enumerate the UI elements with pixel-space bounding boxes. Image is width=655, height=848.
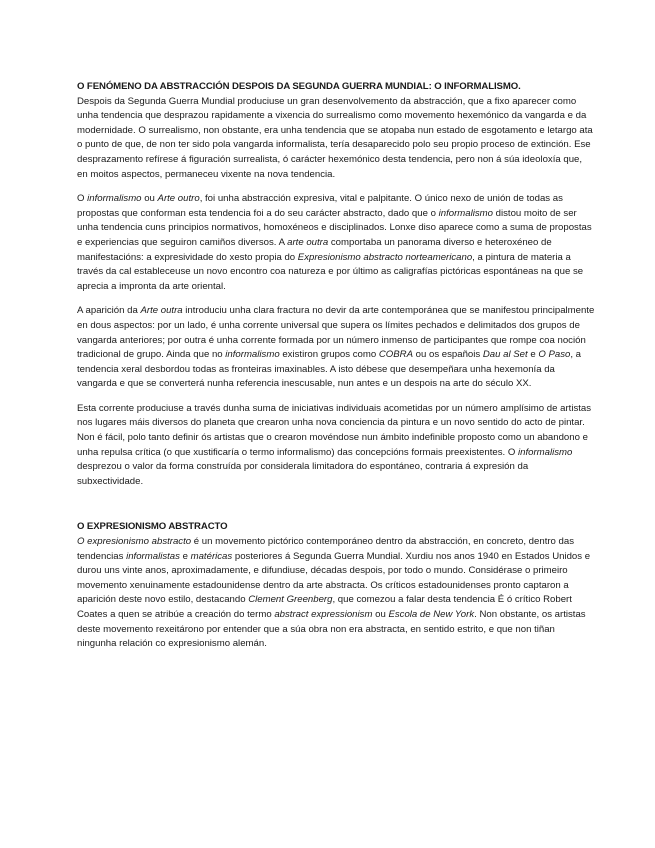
paragraph-text: , que comezou a falar desta tendencia É ó crítico Robert Coates a quen se atribúe a creación do termo: [77, 594, 572, 620]
paragraph-text: O: [77, 193, 88, 205]
paragraph-1: [77, 95, 595, 183]
italic-term: O Paso: [538, 349, 571, 361]
italic-term: Arte outra: [140, 305, 183, 317]
italic-term: Escola de New York: [388, 609, 475, 620]
paragraph-text: ou: [372, 609, 389, 620]
italic-term: COBRA: [378, 349, 413, 361]
italic-term: Arte outro: [157, 193, 200, 205]
section-heading-expresionismo: O EXPRESIONISMO ABSTRACTO: [77, 521, 228, 533]
paragraph-text: , a pintura de materia a través da cal estableceuse un novo encontro coa natureza e por último as caligrafías pictóricas espontáneas na que se aprecia a impronta da arte oriental.: [77, 251, 584, 292]
paragraph-text: é un movemento pictórico contemporáneo dentro da abstracción, en concreto, dentro das tendencias: [77, 536, 575, 562]
paragraph-text: ou: [141, 193, 158, 205]
paragraph-text: e: [527, 349, 539, 361]
paragraph-text: ou os españois: [412, 349, 483, 361]
paragraph-text: , a tendencia xeral desbordou todas as fronteiras imaxinables. A isto débese que desempeñara unha hexemonía da vangarda e que se converterá nunha referencia inescusable, nun antes e un despois na arte do século XX.: [77, 349, 582, 390]
paragraph-text: e: [179, 550, 191, 562]
italic-term: informalistas: [126, 550, 180, 562]
italic-term: informalismo: [87, 193, 142, 205]
paragraph-text: desprezou o valor da forma construída por considerala limitadora do espontáneo, contraria á expresión da subxectividade.: [77, 461, 529, 487]
paragraph-text: A aparición da: [77, 305, 141, 317]
paragraph-text: distou moito de ser unha tendencia cuns principios normativos, homoxéneos e disciplinados. Lonxe diso aparece como a suma de propostas e experiencias que seguiron camiños diversos. A: [77, 207, 592, 248]
paragraph-text: . Non obstante, os artistas deste movemento rexeitárono por entender que a súa obra non era abstracta, en sentido estrito, e que non tiñan ningunha relación co expresionismo alemán.: [77, 609, 586, 650]
paragraph-text: comportaba un panorama diverso e heteroxéneo de manifestacións: a expresividade do xesto propia do: [77, 236, 552, 263]
paragraph-3: [77, 304, 595, 392]
italic-term: informalismo: [225, 349, 280, 361]
paragraph-text: posteriores á Segunda Guerra Mundial. Xurdiu nos anos 1940 en Estados Unidos e durou uns vinte anos, aproximadamente, e difundiuse, décadas despois, por todo o mundo. Considérase o primeiro movemento xenuinamente estadounidense dentro da arte abstracta. Os críticos estadounidenses pronto captaron a aparición deste novo estilo, destacando: [77, 550, 591, 606]
document-body: [77, 80, 595, 662]
italic-term: O expresionismo abstracto: [77, 536, 192, 548]
paragraph-4: [77, 402, 595, 490]
paragraph-text: introduciu unha clara fractura no devir da arte contemporánea que se manifestou principalmente en dous aspectos: por un lado, é unha corrente universal que supera os límites pechados e delimitados dos grupos de vangarda anteriores; por outra é unha corrente formada por un número inmenso de participantes que rompe coa noción tradicional de grupo. Ainda que no: [77, 305, 595, 361]
italic-term: arte outra: [287, 236, 329, 248]
paragraph-text: Despois da Segunda Guerra Mundial produciuse un gran desenvolvemento da abstracción, que a fixo aparecer como unha tendencia que desprazou rapidamente a vixencia do surrealismo como movemento hexemónico da vangarda e da modernidade. O surrealismo, non obstante, era unha tendencia que se atopaba nun estado de esgotamento e letargo ata o punto de que, de non ter sido pola vangarda informalista, tería desaparecido polo seu propio proceso de extinción. Ese desprazamento refírese á figuración surrealista, ó carácter hexemónico desta tendencia, pero non á súa ideoloxía que, en moitos aspectos, permaneceu vixente na nova tendencia.: [77, 95, 593, 180]
paragraph-text: Esta corrente produciuse a través dunha suma de iniciativas individuais acometidas por un número amplísimo de artistas nos lugares máis diversos do planeta que crearon unha nova conciencia da pintura e un novo sentido do acto de pintar. Non é fácil, polo tanto definir ós artistas que o crearon movéndose nun ámbito indefinible proposto como un abandono e unha repulsa crítica (o que xustificaría o termo informalismo) das concepcións formais preexistentes. O: [77, 402, 592, 458]
paragraph-text: , foi unha abstracción expresiva, vital e palpitante. O único nexo de unión de todas as propostas que conforman esta tendencia foi a do seu carácter abstracto, dado que o: [77, 193, 563, 219]
italic-term: matéricas: [190, 550, 233, 562]
italic-term: informalismo: [438, 207, 493, 219]
paragraph-5: [77, 535, 595, 652]
italic-term: informalismo: [517, 446, 573, 458]
section-spacer: [77, 499, 595, 520]
italic-term: Clement Greenberg: [248, 594, 333, 606]
section-heading-informalismo: O FENÓMENO DA ABSTRACCIÓN DESPOIS DA SEGUNDA GUERRA MUNDIAL: O INFORMALISMO.: [77, 81, 521, 92]
paragraph-2: [77, 192, 595, 294]
italic-term: abstract expressionism: [274, 609, 373, 620]
paragraph-text: existiron grupos como: [279, 349, 379, 361]
italic-term: Expresionismo abstracto norteamericano: [297, 251, 473, 263]
italic-term: Dau al Set: [482, 349, 528, 361]
